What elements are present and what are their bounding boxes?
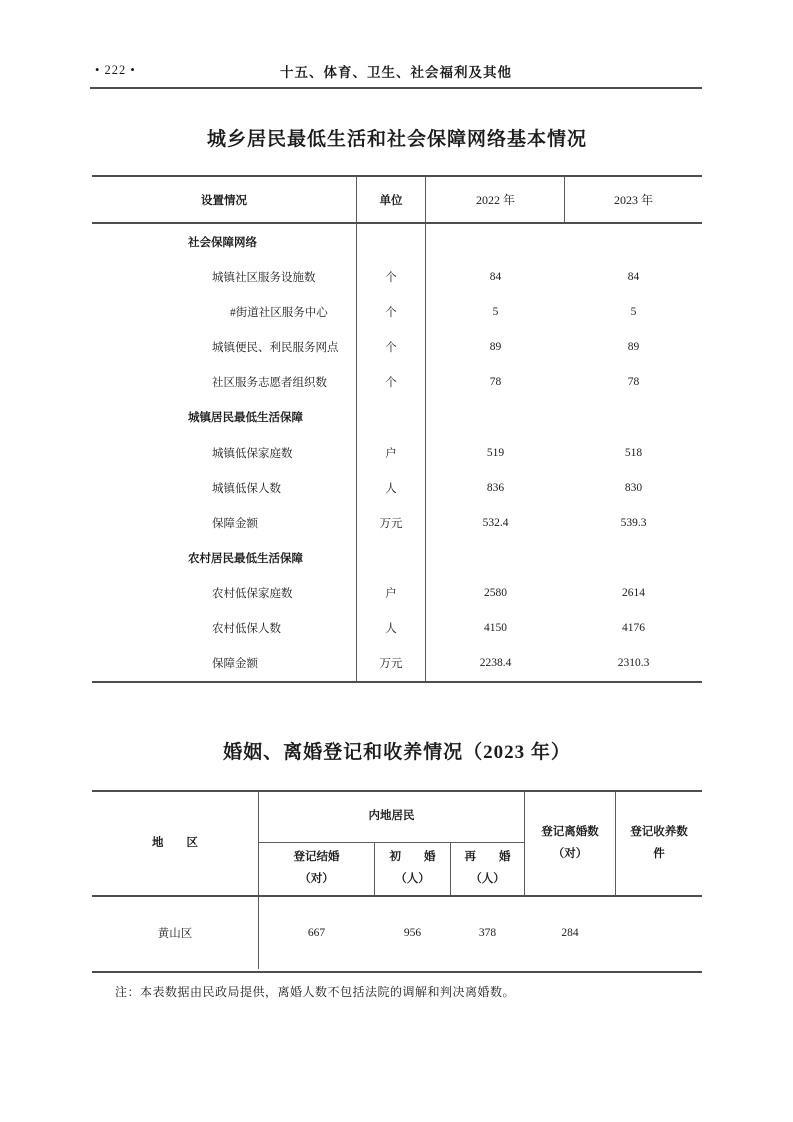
table-row — [92, 470, 702, 505]
row-2023 — [565, 400, 702, 435]
table1-header-row — [92, 177, 702, 224]
row-label: 保障金额 — [212, 658, 258, 671]
table2-header-region — [92, 792, 258, 895]
row-2022: 4150 — [484, 622, 507, 635]
table2-title: 婚姻、离婚登记和收养情况（2023 年） — [223, 742, 571, 763]
row-2022 — [426, 400, 565, 435]
table2-header-mainland — [259, 792, 524, 842]
table1-header-setup: 设置情况 — [201, 194, 247, 207]
row-2022: 89 — [489, 341, 502, 354]
row-label: 农村居民最低生活保障 — [188, 552, 303, 565]
row-unit: 个 — [356, 365, 426, 400]
row-unit: 户 — [356, 576, 426, 611]
table2-header-marriage — [259, 843, 374, 895]
table2-divorce-value: 284 — [561, 927, 579, 939]
table2-footnote: 注：本表数据由民政局提供，离婚人数不包括法院的调解和判决离婚数。 — [115, 985, 516, 999]
header-unit: （对） — [299, 873, 334, 885]
table-social-security — [92, 175, 702, 683]
header-text: 内地居民 — [368, 810, 415, 823]
page-header — [90, 58, 702, 89]
table2-header-remarriage — [451, 843, 524, 895]
row-unit: 个 — [356, 329, 426, 364]
row-label: #街道社区服务中心 — [230, 306, 328, 319]
table-row — [92, 294, 702, 329]
row-2023: 539.3 — [620, 516, 647, 529]
row-label: 城镇低保人数 — [212, 482, 281, 495]
row-2023: 78 — [627, 376, 640, 389]
row-2022 — [426, 540, 565, 575]
row-2022: 836 — [486, 481, 505, 494]
table2-adoption-value — [616, 897, 702, 969]
table2-marriage-value: 667 — [307, 927, 326, 939]
page-number: • 222 • — [95, 63, 136, 77]
table2-first-marriage-value: 956 — [403, 927, 422, 939]
row-2023: 5 — [630, 305, 637, 318]
table2-header-divorce — [525, 792, 615, 895]
row-label: 城镇便民、利民服务网点 — [212, 342, 339, 355]
row-2023 — [565, 540, 702, 575]
table1-header-2022: 2022 年 — [475, 193, 515, 207]
table2-header-first-marriage — [375, 843, 450, 895]
header-text: 登记结婚 — [293, 851, 340, 864]
table2-remarriage-value: 378 — [478, 927, 497, 939]
table1-body — [92, 224, 702, 681]
table1-header-unit: 单位 — [356, 177, 426, 222]
table-marriage-adoption — [92, 790, 702, 973]
header-text: 再 婚 — [464, 851, 511, 864]
table-row — [92, 646, 702, 681]
row-2022: 84 — [489, 270, 502, 283]
row-unit: 个 — [356, 259, 426, 294]
table-row — [92, 329, 702, 364]
row-2023: 4176 — [622, 622, 645, 635]
running-head: 十五、体育、卫生、社会福利及其他 — [280, 65, 512, 80]
row-2023 — [565, 224, 702, 259]
row-label: 社区服务志愿者组织数 — [212, 377, 327, 390]
row-2023: 89 — [627, 341, 640, 354]
header-text: 登记离婚数 — [541, 825, 599, 838]
row-unit: 人 — [356, 611, 426, 646]
row-unit: 万元 — [356, 505, 426, 540]
row-unit — [356, 540, 426, 575]
row-label: 农村低保家庭数 — [212, 588, 293, 601]
row-unit — [356, 400, 426, 435]
row-unit: 人 — [356, 470, 426, 505]
table-row — [92, 611, 702, 646]
table-row — [92, 365, 702, 400]
row-label: 社会保障网络 — [188, 236, 257, 249]
table-row — [92, 259, 702, 294]
table-row — [92, 224, 702, 259]
row-2023: 2614 — [622, 587, 645, 600]
table-row — [92, 400, 702, 435]
row-2023: 830 — [624, 481, 643, 494]
row-2022 — [426, 224, 565, 259]
header-unit: （人） — [395, 873, 430, 885]
row-label: 城镇社区服务设施数 — [212, 271, 316, 284]
table1-header-2023: 2023 年 — [564, 177, 702, 222]
row-2022: 532.4 — [482, 516, 509, 529]
header-unit: （人） — [470, 873, 505, 885]
row-unit: 万元 — [356, 646, 426, 681]
table2-header-adoption — [616, 792, 702, 895]
header-text: 登记收养数 — [630, 825, 688, 838]
table-row — [92, 435, 702, 470]
row-2022: 2580 — [484, 587, 507, 600]
row-label: 保障金额 — [212, 517, 258, 530]
header-text: 地 区 — [152, 836, 198, 849]
row-label: 城镇居民最低生活保障 — [188, 412, 303, 425]
row-label: 农村低保人数 — [212, 623, 281, 636]
header-unit: 件 — [653, 847, 665, 860]
row-2022: 78 — [489, 376, 502, 389]
header-text: 初 婚 — [389, 851, 436, 864]
row-unit — [356, 224, 426, 259]
row-2023: 84 — [627, 270, 640, 283]
row-2022: 5 — [492, 305, 499, 318]
table-row — [92, 540, 702, 575]
table-row — [92, 576, 702, 611]
table2-region-value: 黄山区 — [157, 928, 193, 940]
table-row — [92, 505, 702, 540]
row-unit: 户 — [356, 435, 426, 470]
row-2023: 518 — [624, 446, 643, 459]
table1-title: 城乡居民最低生活和社会保障网络基本情况 — [206, 129, 587, 150]
row-2023: 2310.3 — [617, 657, 650, 670]
row-label: 城镇低保家庭数 — [212, 447, 293, 460]
row-unit: 个 — [356, 294, 426, 329]
row-2022: 519 — [486, 446, 505, 459]
header-unit: （对） — [552, 847, 588, 860]
row-2022: 2238.4 — [479, 657, 512, 670]
